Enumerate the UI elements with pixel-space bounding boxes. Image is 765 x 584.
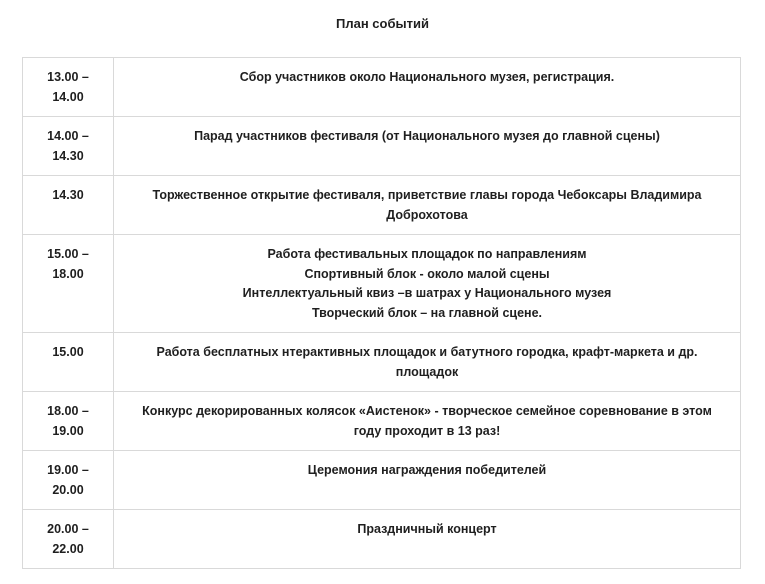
event-text: Церемония награждения победителей <box>307 463 547 477</box>
table-row <box>23 510 741 569</box>
time-start: 18.00 – <box>47 404 89 418</box>
event-text: площадок <box>395 364 459 379</box>
event-cell <box>114 117 741 176</box>
event-text: Доброхотова <box>386 207 468 222</box>
time-end: 14.30 <box>52 148 84 163</box>
time-cell <box>23 333 114 392</box>
time-cell <box>23 392 114 451</box>
table-row <box>23 451 741 510</box>
time-end: 19.00 <box>52 423 84 438</box>
event-cell <box>114 235 741 333</box>
event-text: Интеллектуальный квиз –в шатрах у Национального музея <box>242 286 612 300</box>
event-cell <box>114 510 741 569</box>
time-cell <box>23 451 114 510</box>
time-end: 14.00 <box>52 89 84 104</box>
time-start: 14.00 – <box>47 129 89 143</box>
table-row <box>23 58 741 117</box>
time-cell <box>23 510 114 569</box>
table-row <box>23 392 741 451</box>
event-text: Конкурс декорированных колясок «Аистенок» - творческое семейное соревнование в этом <box>142 404 712 418</box>
time-start: 19.00 – <box>47 463 89 477</box>
event-text: Работа бесплатных нтерактивных площадок и батутного городка, крафт-маркета и др. <box>156 345 698 359</box>
event-text: Творческий блок – на главной сцене. <box>311 305 543 320</box>
time-end: 18.00 <box>52 266 84 281</box>
time-end: 20.00 <box>52 482 84 497</box>
table-row <box>23 117 741 176</box>
time-start: 13.00 – <box>47 70 89 84</box>
table-row <box>23 176 741 235</box>
time-cell <box>23 176 114 235</box>
event-cell <box>114 176 741 235</box>
event-text: Торжественное открытие фестиваля, приветствие главы города Чебоксары Владимира <box>152 188 702 202</box>
time-start: 15.00 – <box>47 247 89 261</box>
event-cell <box>114 58 741 117</box>
time-end: 22.00 <box>52 541 84 556</box>
schedule-table <box>22 57 741 569</box>
event-cell <box>114 333 741 392</box>
event-text: Спортивный блок - около малой сцены <box>304 266 550 281</box>
time-cell <box>23 117 114 176</box>
page-title: План событий <box>336 16 429 31</box>
time-start: 15.00 <box>52 345 84 359</box>
event-text: Работа фестивальных площадок по направлениям <box>267 247 587 261</box>
table-row <box>23 333 741 392</box>
table-row <box>23 235 741 333</box>
time-start: 20.00 – <box>47 522 89 536</box>
event-cell <box>114 451 741 510</box>
time-start: 14.30 <box>52 188 84 202</box>
event-text: Праздничный концерт <box>357 522 497 536</box>
event-text: году проходит в 13 раз! <box>353 423 501 438</box>
event-text: Парад участников фестиваля (от Национального музея до главной сцены) <box>194 129 660 143</box>
time-cell <box>23 235 114 333</box>
time-cell <box>23 58 114 117</box>
event-cell <box>114 392 741 451</box>
event-text: Сбор участников около Национального музея, регистрация. <box>239 70 615 84</box>
